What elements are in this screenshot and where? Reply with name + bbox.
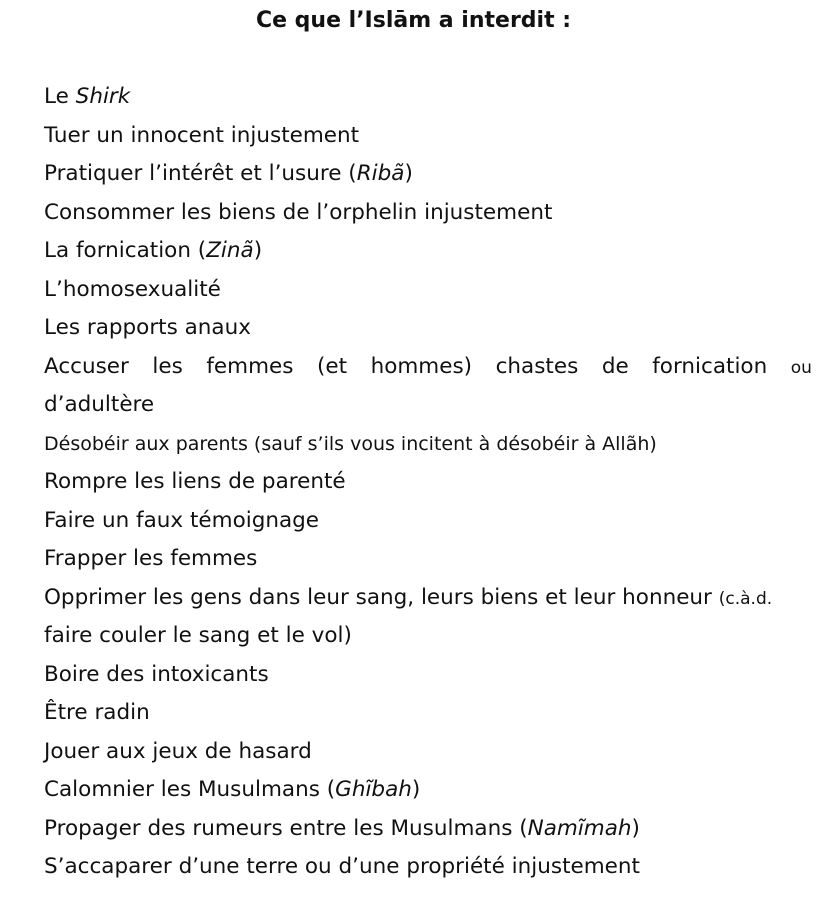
list-item: Être radin bbox=[44, 700, 150, 725]
list-item: Le Shirk bbox=[44, 84, 131, 109]
italic-term: Ghĩbah bbox=[335, 777, 412, 802]
list-item: Opprimer les gens dans leur sang, leurs biens et leur honneur (c.à.d. bbox=[44, 584, 773, 610]
italic-term: Namĩmah bbox=[527, 815, 632, 841]
list-item: Désobéir aux parents (sauf s’ils vous incitent à désobéir à Allãh) bbox=[44, 432, 657, 455]
list-item: Faire un faux témoignage bbox=[44, 507, 320, 533]
list-item: Propager des rumeurs entre les Musulmans (Namĩmah) bbox=[44, 815, 640, 841]
italic-term: Ribã bbox=[356, 161, 405, 186]
italic-term: Shirk bbox=[75, 84, 131, 109]
list-item-continuation: faire couler le sang et le vol) bbox=[44, 623, 352, 648]
list-item: Rompre les liens de parenté bbox=[44, 469, 346, 494]
list-item: L’homosexualité bbox=[44, 276, 221, 302]
list-item: Tuer un innocent injustement bbox=[44, 122, 360, 148]
list-item-justified: Accuser les femmes (et hommes) chastes de fornication ou bbox=[44, 353, 812, 379]
list-item: Consommer les biens de l’orphelin injustement bbox=[44, 199, 553, 225]
list-item-continuation: d’adultère bbox=[44, 392, 155, 417]
list-item: Les rapports anaux bbox=[44, 315, 251, 340]
list-item: S’accaparer d’une terre ou d’une propriété injustement bbox=[44, 854, 640, 879]
list-item: Boire des intoxicants bbox=[44, 661, 269, 687]
list-item: Jouer aux jeux de hasard bbox=[44, 738, 312, 764]
list-item: Calomnier les Musulmans (Ghĩbah) bbox=[44, 777, 421, 802]
list-item: La fornication (Zinã) bbox=[44, 238, 263, 263]
list-item: Frapper les femmes bbox=[44, 546, 258, 571]
page-title: Ce que l’Islām a interdit : bbox=[255, 8, 572, 33]
list-item: Pratiquer l’intérêt et l’usure (Ribã) bbox=[44, 161, 413, 186]
prohibitions-list bbox=[44, 78, 814, 887]
italic-term: Zinã bbox=[206, 238, 254, 263]
